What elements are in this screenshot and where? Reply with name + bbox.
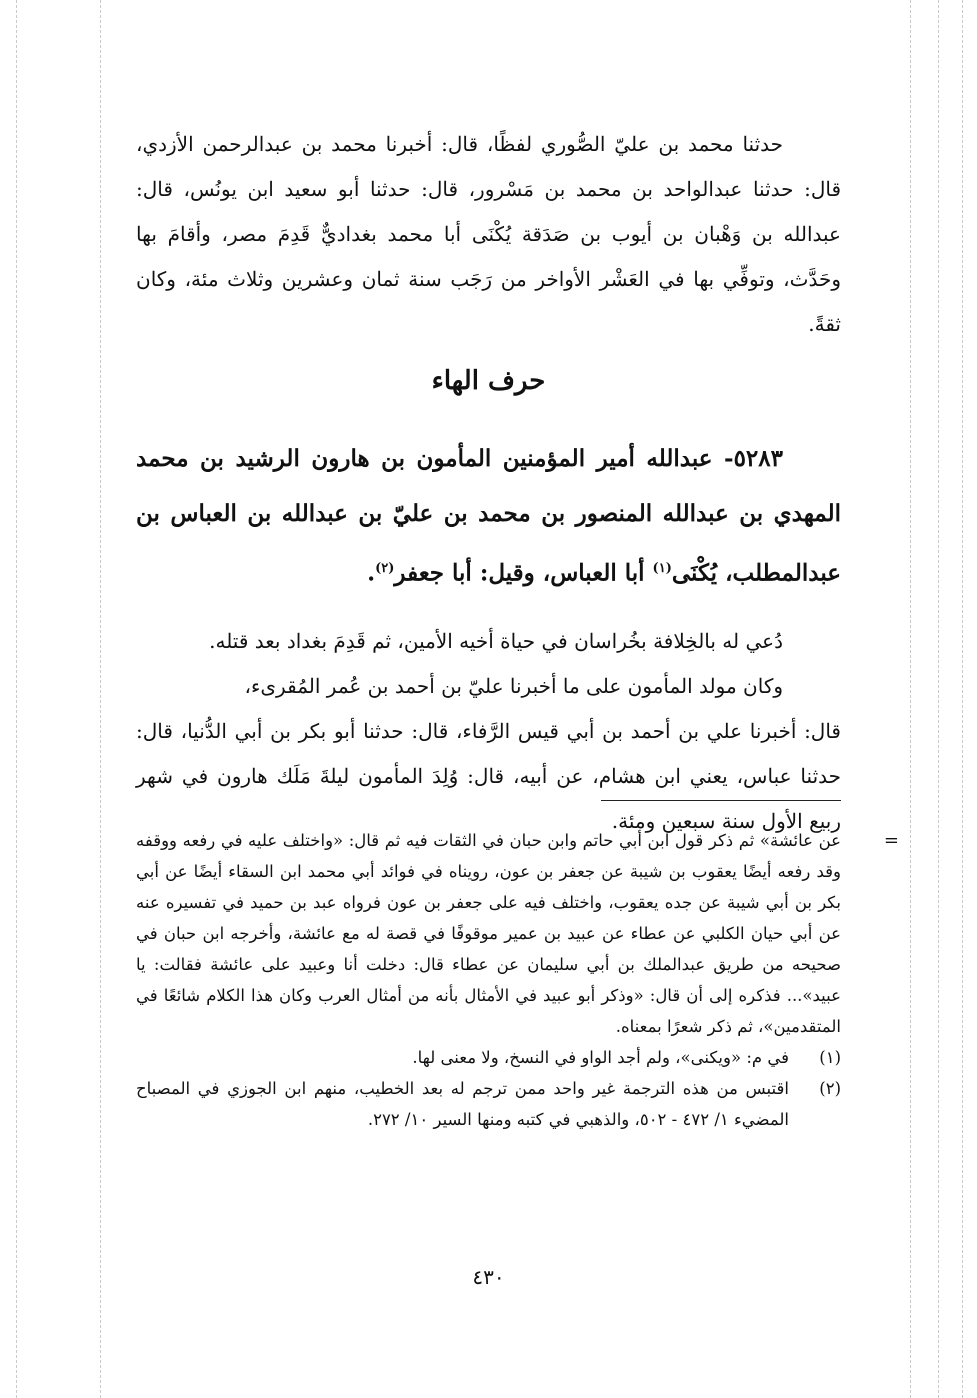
footnote-item xyxy=(136,1073,841,1135)
footnote-item xyxy=(136,1042,841,1073)
footnote-ref-2: (٢) xyxy=(375,561,395,576)
body-paragraph: وكان مولد المأمون على ما أخبرنا عليّ بن أحمد بن عُمر المُقرىء، xyxy=(244,673,783,698)
entry-text: ٥٢٨٣- عبدالله أمير المؤمنين المأمون بن هارون الرشيد بن محمد المهدي بن عبدالله المنصور بن محمد بن عليّ بن عبدالله بن العباس بن عبدالمطلب، يُكْنَى xyxy=(136,445,841,587)
footnote-continuation-text: عن عائشة» ثم ذكر قول ابن أبي حاتم وابن حبان في الثقات فيه ثم قال: «واختلف عليه في رفعه ووقفه وقد رفعه أيضًا يعقوب بن شيبة عن جعفر بن عون، رويناه في فوائد أبي محمد ابن السقاء أيضًا عن أبي بكر بن أبي شيبة عن جده يعقوب، واختلف فيه على جعفر بن عون فرواه عبد بن حميد في تفسيره عنه عن أبي حيان الكلبي عن عطاء عن عبيد بن عمير موقوفًا في قصة له مع عائشة، وأخرجه ابن حبان في صحيحه من طريق عبدالملك بن أبي سليمان عن عطاء قال: دخلت أنا وعبيد على عائشة فقالت: يا عبيد»... فذكره إلى أن قال: «وذكر أبو عبيد في الأمثال بأنه من أمثال العرب وكان هذا الكلام شائعًا في المتقدمين»، ثم ذكر شعرًا بمعناه. xyxy=(136,831,841,1036)
entry-heading xyxy=(136,431,841,601)
footnotes xyxy=(136,825,899,1135)
footnote-ref-1: (١) xyxy=(652,561,672,576)
footnote-text: في م: «ويكنى»، ولم أجد الواو في النسخ، ولا معنى لها. xyxy=(412,1048,789,1067)
footnote-separator xyxy=(601,800,841,801)
main-text xyxy=(136,122,841,844)
scan-guide-line xyxy=(962,0,963,1398)
footnote-text: اقتبس من هذه الترجمة غير واحد ممن ترجم له بعد الخطيب، منهم ابن الجوزي في المصباح المضيء ١/ ٤٧٢ - ٥٠٢، والذهبي في كتبه ومنها السير ١٠/ ٢٧٢. xyxy=(136,1079,789,1129)
footnote-continuation xyxy=(136,825,899,1042)
scan-guide-line xyxy=(910,0,911,1398)
entry-text-2: أبا العباس، وقيل: أبا جعفر xyxy=(394,559,653,587)
body-paragraph: قال: أخبرنا علي بن أحمد بن أبي قيس الرَّفاء، قال: حدثنا أبو بكر بن أبي الدُّنيا، قال: حدثنا عباس، يعني ابن هشام، عن أبيه، قال: وُلِدَ المأمون ليلةَ مَلَك هارون في شهر ربيع الأول سنة سبعين ومئة. xyxy=(136,718,841,833)
scan-guide-line xyxy=(938,0,939,1398)
page-number: ٤٣٠ xyxy=(472,1265,505,1289)
continuation-mark: = xyxy=(883,830,899,851)
scan-guide-line xyxy=(100,0,101,1398)
intro-paragraph: حدثنا محمد بن عليّ الصُّوري لفظًا، قال: أخبرنا محمد بن عبدالرحمن الأزدي، قال: حدثنا عبدالواحد بن محمد بن مَسْرور، قال: حدثنا أبو سعيد ابن يونُس، قال: عبدالله بن وَهْبان بن أيوب بن صَدَقة يُكْنَى أبا محمد بغداديٌّ قَدِمَ مصر، وأقامَ بها وحَدَّث، وتوفِّي بها في العَشْر الأواخر من رَجَب سنة ثمان وعشرين وثلاث مئة، وكان ثقةً. xyxy=(136,132,841,336)
entry-text-end: . xyxy=(367,559,376,587)
footnote-number: (٢) xyxy=(819,1079,841,1098)
section-heading: حرف الهاء xyxy=(431,366,546,396)
scan-guide-line xyxy=(16,0,17,1398)
footnote-number: (١) xyxy=(819,1048,841,1067)
body-paragraph: دُعي له بالخِلافة بخُراسان في حياة أخيه الأمين، ثم قَدِمَ بغداد بعد قتله. xyxy=(209,628,783,653)
